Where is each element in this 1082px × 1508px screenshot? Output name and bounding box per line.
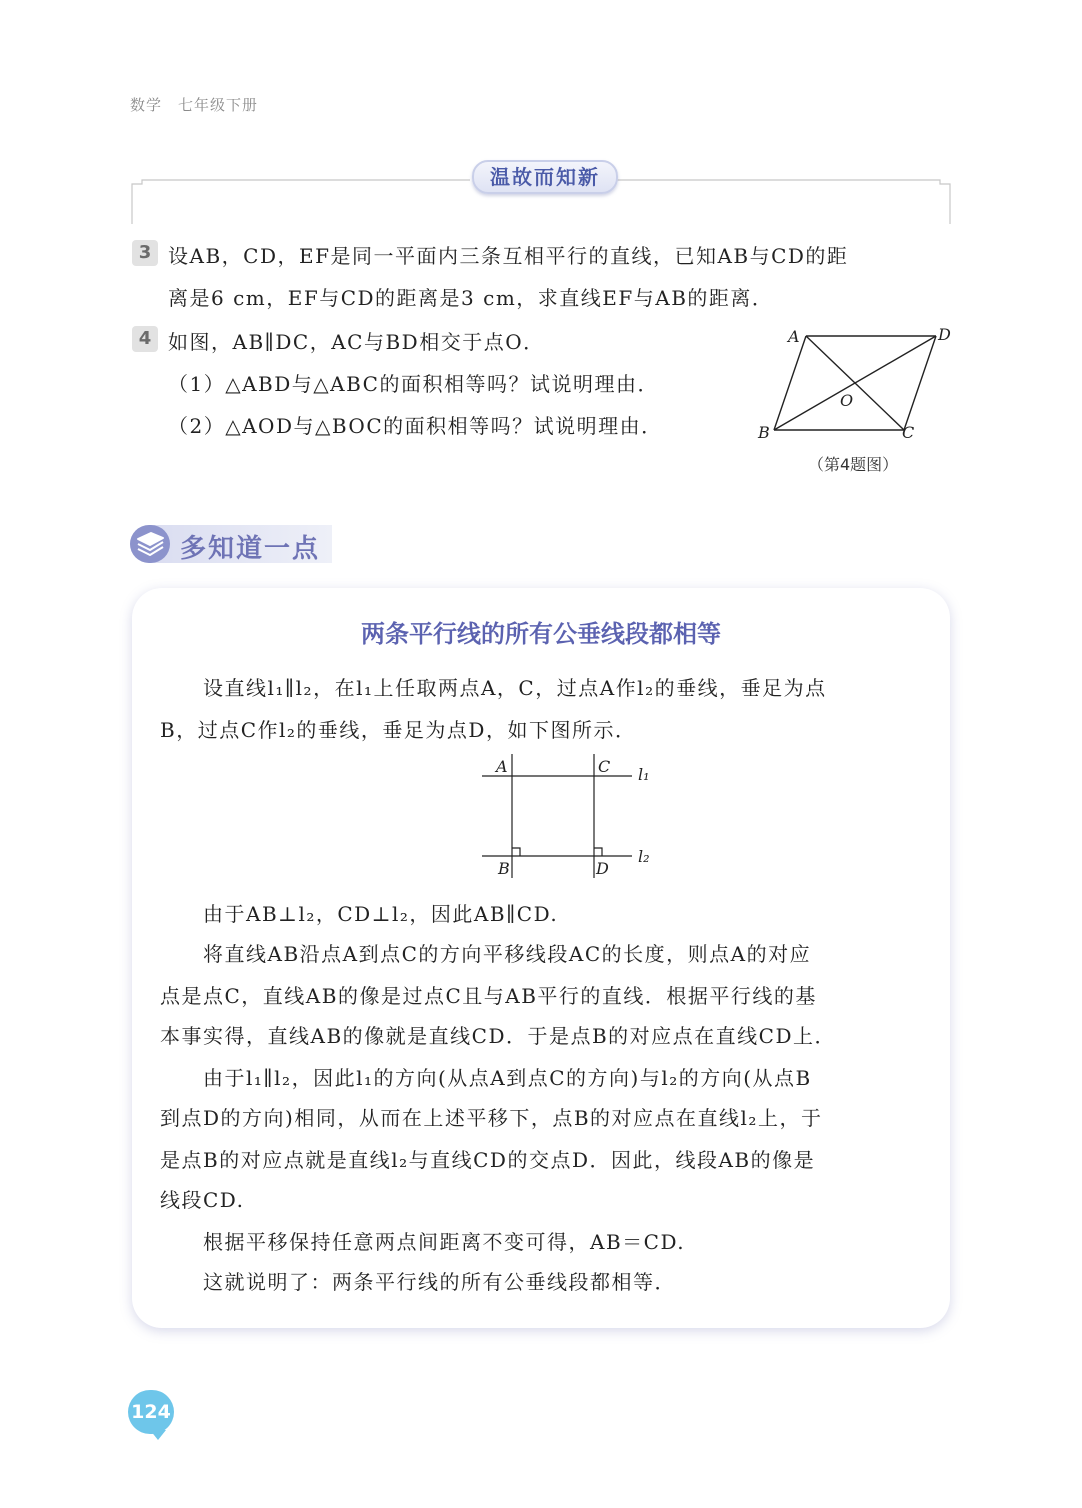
card-paragraph: 线段CD.	[160, 1188, 245, 1212]
card-paragraph: B，过点C作l₂的垂线，垂足为点D，如下图所示．	[160, 718, 637, 742]
question-3-line-2: 离是6 cm，EF与CD的距离是3 cm，求直线EF与AB的距离．	[168, 286, 774, 310]
card-paragraph: 由于l₁∥l₂，因此l₁的方向(从点A到点C的方向)与l₂的方向(从点B	[160, 1066, 812, 1090]
card-paragraph: 设直线l₁∥l₂，在l₁上任取两点A，C，过点A作l₂的垂线，垂足为点	[160, 676, 827, 700]
books-icon	[130, 525, 170, 563]
card-paragraph: 将直线AB沿点A到点C的方向平移线段AC的长度，则点A的对应	[160, 942, 812, 966]
card-title: 两条平行线的所有公垂线段都相等	[361, 620, 721, 648]
know-more-title: 多知道一点	[180, 534, 321, 564]
card-paragraph: 本事实得，直线AB的像就是直线CD．于是点B的对应点在直线CD上．	[160, 1024, 837, 1048]
fig4-label-b: B	[758, 423, 770, 442]
question-4-line-2: （1）△ABD与△ABC的面积相等吗？试说明理由．	[168, 372, 659, 396]
perp-label-a: A	[496, 757, 508, 776]
card-paragraph: 这就说明了：两条平行线的所有公垂线段都相等．	[160, 1270, 676, 1294]
card-paragraph: 根据平移保持任意两点间距离不变可得，AB＝CD.	[160, 1230, 686, 1254]
perp-label-b: B	[498, 859, 510, 878]
page-badge-tail	[150, 1430, 166, 1440]
question-3-line-1: 设AB，CD，EF是同一平面内三条互相平行的直线，已知AB与CD的距	[168, 244, 849, 268]
perp-label-d: D	[596, 859, 609, 878]
card-paragraph: 点是点C，直线AB的像是过点C且与AB平行的直线．根据平行线的基	[160, 984, 817, 1008]
perp-label-l1: l₁	[638, 765, 650, 784]
parallel-perpendicular-figure	[480, 752, 660, 880]
question-4-line-3: （2）△AOD与△BOC的面积相等吗？试说明理由．	[168, 414, 663, 438]
card-paragraph: 是点B的对应点就是直线l₂与直线CD的交点D．因此，线段AB的像是	[160, 1148, 816, 1172]
running-header: 数学 七年级下册	[130, 96, 259, 114]
fig4-label-a: A	[788, 327, 800, 346]
question-number-badge: 3	[132, 240, 158, 266]
perp-label-c: C	[598, 757, 611, 776]
figure-4-caption: （第4题图）	[808, 455, 899, 474]
section-banner-title: 温故而知新	[472, 160, 618, 194]
page-number-badge: 124	[128, 1390, 174, 1434]
parallelogram-figure	[750, 322, 960, 448]
fig4-label-c: C	[902, 423, 915, 442]
fig4-label-d: D	[938, 325, 951, 344]
card-paragraph: 到点D的方向)相同，从而在上述平移下，点B的对应点在直线l₂上，于	[160, 1106, 823, 1130]
perp-label-l2: l₂	[638, 847, 650, 866]
fig4-label-o: O	[840, 391, 854, 410]
card-paragraph: 由于AB⊥l₂，CD⊥l₂，因此AB∥CD.	[160, 902, 559, 926]
question-number-badge: 4	[132, 326, 158, 352]
question-4-line-1: 如图，AB∥DC，AC与BD相交于点O．	[168, 330, 545, 354]
